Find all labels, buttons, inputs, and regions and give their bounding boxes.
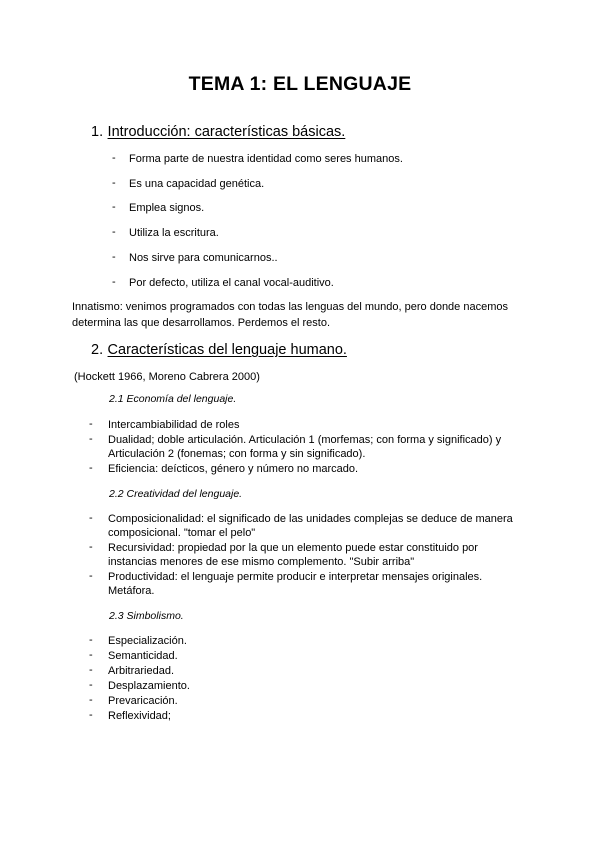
list-item-text: Reflexividad; xyxy=(108,710,171,722)
list-item-text: Por defecto, utiliza el canal vocal-auditivo. xyxy=(129,277,334,289)
section-1-title: Introducción: características básicas. xyxy=(107,124,346,140)
list-item-line: Composicionalidad: el significado de las unidades complejas se deduce de manera xyxy=(108,513,513,525)
list-item-text xyxy=(108,541,528,569)
list-item-text: Utiliza la escritura. xyxy=(129,227,219,239)
list-item-text xyxy=(108,512,528,540)
section-2-number: 2. xyxy=(91,342,104,358)
bullet-dash: - xyxy=(89,709,93,721)
bullet-dash: - xyxy=(112,276,116,288)
list-item-line: Metáfora. xyxy=(108,585,155,597)
bullet-dash: - xyxy=(89,418,93,430)
paragraph-line: determina las que desarrollamos. Perdemos el resto. xyxy=(72,317,331,329)
list-item-text: Arbitrariedad. xyxy=(108,665,175,677)
section-2-title: Características del lenguaje humano. xyxy=(107,342,347,358)
bullet-dash: - xyxy=(112,177,116,189)
paragraph-line: Innatismo: venimos programados con todas las lenguas del mundo, pero donde nacemos xyxy=(72,301,508,313)
list-item-text: Emplea signos. xyxy=(129,202,205,214)
list-item-line: instancias menores de ese mismo complemento. "Subir arriba" xyxy=(108,556,415,568)
section-1-heading xyxy=(91,123,345,141)
list-item-text: Semanticidad. xyxy=(108,650,178,662)
bullet-dash: - xyxy=(112,251,116,263)
list-item-text xyxy=(108,418,528,432)
list-item-line: Articulación 2 (fonemas; con forma y sin significado). xyxy=(108,448,366,460)
list-item-line: Dualidad; doble articulación. Articulación 1 (morfemas; con forma y significado) y xyxy=(108,434,502,446)
subsection-2-3-title: 2.3 Simbolismo. xyxy=(109,610,184,622)
section-2-heading xyxy=(91,341,347,359)
bullet-dash: - xyxy=(112,152,116,164)
list-item-line: Recursividad: propiedad por la que un elemento puede estar constituido por xyxy=(108,542,478,554)
bullet-dash: - xyxy=(89,664,93,676)
list-item-text: Forma parte de nuestra identidad como seres humanos. xyxy=(129,153,403,165)
list-item-text: Especialización. xyxy=(108,635,187,647)
list-item-text: Prevaricación. xyxy=(108,695,178,707)
list-item-line: composicional. "tomar el pelo" xyxy=(108,527,256,539)
bullet-dash: - xyxy=(89,512,93,524)
list-item-text xyxy=(108,570,528,598)
bullet-dash: - xyxy=(89,462,93,474)
list-item-text xyxy=(108,462,528,476)
list-item-line: Eficiencia: deícticos, género y número no marcado. xyxy=(108,463,359,475)
bullet-dash: - xyxy=(89,570,93,582)
section-1-number: 1. xyxy=(91,124,104,140)
bullet-dash: - xyxy=(112,201,116,213)
bullet-dash: - xyxy=(89,694,93,706)
innatismo-paragraph xyxy=(72,299,542,331)
list-item-line: Intercambiabilidad de roles xyxy=(108,419,240,431)
bullet-dash: - xyxy=(89,649,93,661)
citation: (Hockett 1966, Moreno Cabrera 2000) xyxy=(74,371,260,383)
subsection-2-1-title: 2.1 Economía del lenguaje. xyxy=(109,393,237,405)
list-item-line: Productividad: el lenguaje permite producir e interpretar mensajes originales. xyxy=(108,571,483,583)
bullet-dash: - xyxy=(89,634,93,646)
bullet-dash: - xyxy=(89,679,93,691)
subsection-2-2-title: 2.2 Creatividad del lenguaje. xyxy=(109,488,243,500)
list-item-text xyxy=(108,433,528,461)
bullet-dash: - xyxy=(89,433,93,445)
list-item-text: Desplazamiento. xyxy=(108,680,190,692)
bullet-dash: - xyxy=(112,226,116,238)
page-title: TEMA 1: EL LENGUAJE xyxy=(188,73,412,95)
list-item-text: Es una capacidad genética. xyxy=(129,178,265,190)
bullet-dash: - xyxy=(89,541,93,553)
list-item-text: Nos sirve para comunicarnos.. xyxy=(129,252,278,264)
